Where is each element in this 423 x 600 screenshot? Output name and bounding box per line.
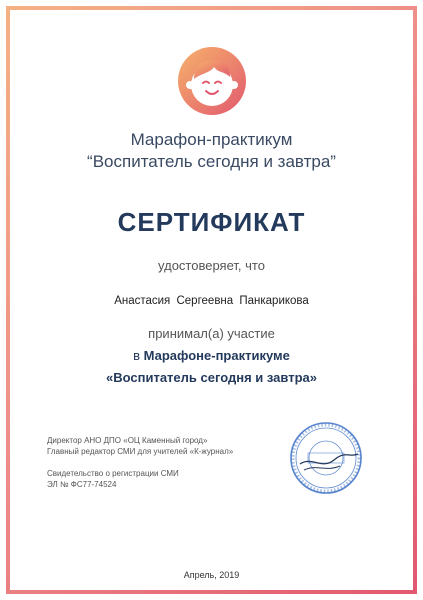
registration-line2: ЭЛ № ФС77-74524 xyxy=(47,480,117,489)
certificate-heading: СЕРТИФИКАТ xyxy=(117,207,306,237)
event-line xyxy=(0,348,423,363)
editor-title: Главный редактор СМИ для учителей «К-журнал» xyxy=(47,447,234,456)
round-seal-stamp xyxy=(288,420,364,496)
director-title: Директор АНО ДПО «ОЦ Каменный город» xyxy=(47,436,208,445)
event-name: Марафоне-практикуме xyxy=(143,348,290,363)
registration-line1: Свидетельство о регистрации СМИ xyxy=(47,469,179,478)
baby-face-icon xyxy=(176,45,248,117)
issue-date: Апрель, 2019 xyxy=(183,570,240,580)
program-title-line1: Марафон-практикум xyxy=(130,130,293,149)
recipient-name: Анастасия Сергеевна Панкарикова xyxy=(114,295,309,307)
participated-text: принимал(а) участие xyxy=(148,326,275,341)
program-title-line2: “Воспитатель сегодня и завтра” xyxy=(87,152,336,171)
event-prefix: в xyxy=(133,348,141,363)
event-subtitle: «Воспитатель сегодня и завтра» xyxy=(105,370,317,385)
certifies-text: удостоверяет, что xyxy=(158,258,265,273)
